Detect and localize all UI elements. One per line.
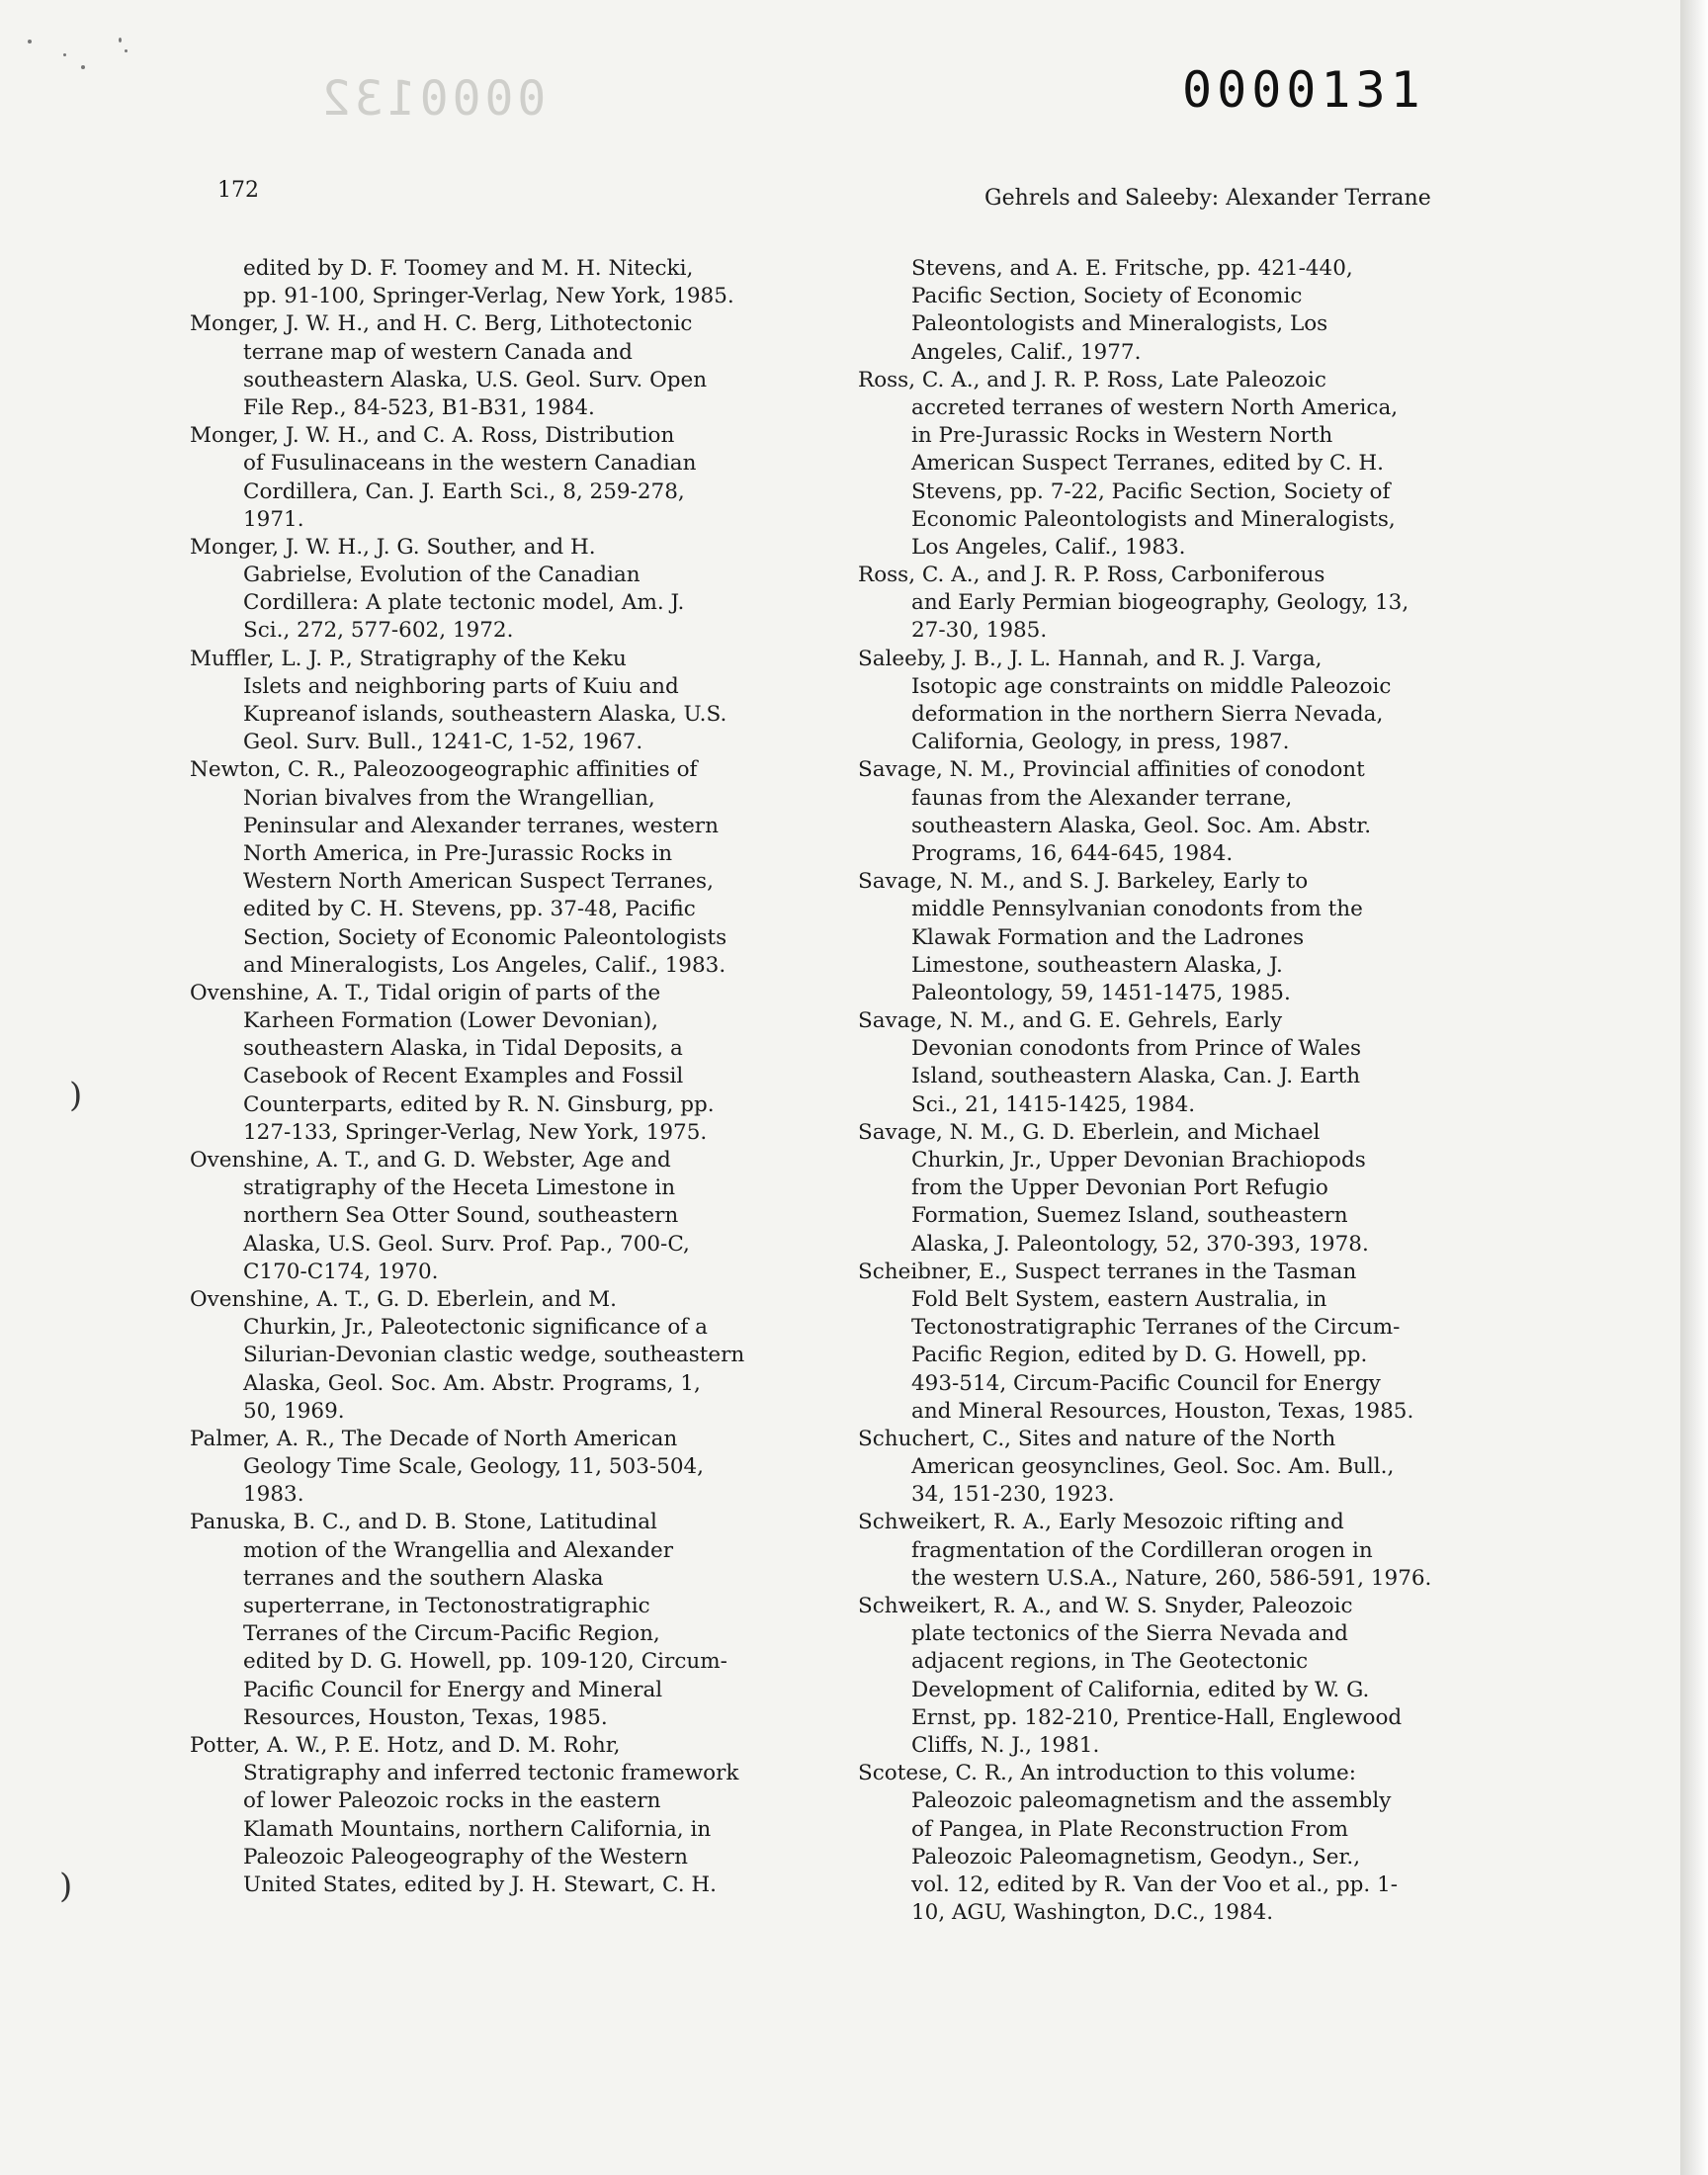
reference-line: Fold Belt System, eastern Australia, in [911,1286,1327,1312]
running-head: Gehrels and Saleeby: Alexander Terrane [984,186,1431,211]
reference-line: Western North American Suspect Terranes, [243,869,714,895]
reference-line: American geosynclines, Geol. Soc. Am. Bull., [911,1454,1395,1480]
reference-entry [858,646,1463,757]
reference-line: edited by D. G. Howell, pp. 109-120, Circum- [243,1649,727,1675]
reference-entry [858,756,1463,868]
reference-entry [190,1509,795,1732]
reference-line: Paleozoic Paleogeography of the Western [243,1844,688,1870]
reference-entry [858,562,1463,646]
reference-entry [858,1259,1463,1426]
reference-line: Section, Society of Economic Paleontologists [243,924,727,950]
reference-line: Schweikert, R. A., and W. S. Snyder, Paleozoic [858,1594,1353,1618]
scan-speck [81,65,85,69]
scan-speck [119,38,122,43]
reference-line: Stevens, and A. E. Fritsche, pp. 421-440, [911,256,1353,281]
reference-line: Tectonostratigraphic Terranes of the Circum- [911,1315,1401,1341]
reference-line: Scheibner, E., Suspect terranes in the Tasman [858,1259,1357,1284]
reference-line: middle Pennsylvanian conodonts from the [911,897,1363,922]
reference-line: Savage, N. M., and G. E. Gehrels, Early [858,1008,1283,1034]
reference-line: faunas from the Alexander terrane, [911,785,1293,811]
reference-line: Kupreanof islands, southeastern Alaska, U.S. [243,702,727,727]
reference-line: vol. 12, edited by R. Van der Voo et al., pp. 1- [911,1871,1399,1897]
reference-line: Pacific Region, edited by D. G. Howell, pp. [911,1343,1368,1368]
scan-speck [63,53,66,56]
reference-line: Churkin, Jr., Paleotectonic significance of a [243,1315,708,1341]
reference-line: Stratigraphy and inferred tectonic framework [243,1761,739,1786]
reference-line: southeastern Alaska, U.S. Geol. Surv. Open [243,367,708,392]
reference-line: Paleozoic paleomagnetism and the assembly [911,1788,1392,1814]
left-column-references [190,255,795,1899]
reference-line: Paleontology, 59, 1451-1475, 1985. [911,980,1291,1005]
reference-entry [858,367,1463,562]
reference-line: Cliffs, N. J., 1981. [911,1732,1100,1758]
reference-entry [858,255,1463,367]
reference-line: Panuska, B. C., and D. B. Stone, Latitudinal [190,1510,657,1535]
reference-line: and Early Permian biogeography, Geology, 13, [911,590,1409,616]
reference-entry [190,1286,795,1426]
reference-line: American Suspect Terranes, edited by C. H. [911,451,1384,477]
reference-line: Cordillera, Can. J. Earth Sci., 8, 259-278, [243,478,685,504]
reference-line: edited by C. H. Stevens, pp. 37-48, Pacific [243,897,696,922]
reference-entry [190,255,795,310]
reference-line: Sci., 272, 577-602, 1972. [243,618,514,644]
reference-line: Peninsular and Alexander terranes, western [243,813,719,838]
reference-line: 1971. [243,506,304,532]
reference-line: deformation in the northern Sierra Nevada, [911,702,1384,727]
reference-line: United States, edited by J. H. Stewart, C. H. [243,1871,717,1897]
reference-line: Potter, A. W., P. E. Hotz, and D. M. Rohr, [190,1732,621,1758]
reference-line: northern Sea Otter Sound, southeastern [243,1203,679,1229]
reference-line: 10, AGU, Washington, D.C., 1984. [911,1900,1274,1926]
reference-entry [858,1593,1463,1760]
reference-line: motion of the Wrangellia and Alexander [243,1537,674,1563]
reference-line: and Mineralogists, Los Angeles, Calif., 1983. [243,952,726,978]
reference-line: terranes and the southern Alaska [243,1565,604,1591]
reference-line: 1983. [243,1482,304,1508]
reference-entry [190,756,795,980]
page-number: 172 [217,178,259,203]
reference-line: File Rep., 84-523, B1-B31, 1984. [243,394,595,420]
reference-line: 127-133, Springer-Verlag, New York, 1975. [243,1119,708,1145]
reference-line: Devonian conodonts from Prince of Wales [911,1036,1361,1062]
reference-line: superterrane, in Tectonostratigraphic [243,1594,650,1618]
reference-entry [190,646,795,757]
reference-entry [190,1147,795,1286]
reference-line: Paleozoic Paleomagnetism, Geodyn., Ser., [911,1844,1361,1870]
reference-line: southeastern Alaska, Geol. Soc. Am. Abstr. [911,813,1372,838]
reference-line: 493-514, Circum-Pacific Council for Energy [911,1370,1381,1396]
reference-line: Ross, C. A., and J. R. P. Ross, Carboniferous [858,563,1325,588]
reference-line: 50, 1969. [243,1398,345,1424]
right-column-references [858,255,1463,1927]
reference-line: terrane map of western Canada and [243,339,633,365]
reference-line: Resources, Houston, Texas, 1985. [243,1704,608,1730]
reference-line: Savage, N. M., Provincial affinities of conodont [858,757,1365,783]
reference-line: Ovenshine, A. T., Tidal origin of parts of the [190,980,661,1005]
reference-line: Pacific Section, Society of Economic [911,284,1303,309]
reference-line: 27-30, 1985. [911,618,1048,644]
reference-line: Klawak Formation and the Ladrones [911,924,1305,950]
reference-line: Geol. Surv. Bull., 1241-C, 1-52, 1967. [243,730,643,755]
reference-line: Saleeby, J. B., J. L. Hannah, and R. J. Varga, [858,646,1323,671]
reference-line: Stevens, pp. 7-22, Pacific Section, Society of [911,478,1391,504]
reference-line: Klamath Mountains, northern California, in [243,1816,712,1842]
reference-line: Isotopic age constraints on middle Paleozoic [911,673,1392,699]
reference-line: Silurian-Devonian clastic wedge, southeastern [243,1343,745,1368]
scan-speck [125,49,128,52]
reference-line: of Fusulinaceans in the western Canadian [243,451,697,477]
reference-entry [858,1119,1463,1259]
reference-line: Karheen Formation (Lower Devonian), [243,1008,658,1034]
reference-line: Programs, 16, 644-645, 1984. [911,840,1234,866]
reference-line: Gabrielse, Evolution of the Canadian [243,563,640,588]
reference-line: Alaska, Geol. Soc. Am. Abstr. Programs, 1, [243,1370,701,1396]
reference-entry [858,1760,1463,1927]
reference-line: Island, southeastern Alaska, Can. J. Earth [911,1064,1361,1089]
reference-line: Pacific Council for Energy and Mineral [243,1677,663,1702]
reference-line: adjacent regions, in The Geotectonic [911,1649,1309,1675]
bleed-through-document-id: 0000132 [318,71,547,127]
reference-line: Schuchert, C., Sites and nature of the North [858,1426,1336,1451]
reference-entry [190,310,795,422]
reference-line: Monger, J. W. H., and C. A. Ross, Distribution [190,423,675,449]
reference-line: Norian bivalves from the Wrangellian, [243,785,655,811]
reference-line: Geology Time Scale, Geology, 11, 503-504, [243,1454,705,1480]
reference-line: California, Geology, in press, 1987. [911,730,1290,755]
reference-line: Angeles, Calif., 1977. [911,339,1142,365]
reference-line: Ross, C. A., and J. R. P. Ross, Late Paleozoic [858,367,1326,392]
reference-entry [190,980,795,1147]
reference-line: Development of California, edited by W. G. [911,1677,1370,1702]
reference-line: Counterparts, edited by R. N. Ginsburg, pp. [243,1091,715,1117]
reference-line: Economic Paleontologists and Mineralogists, [911,506,1396,532]
reference-line: from the Upper Devonian Port Refugio [911,1175,1328,1201]
reference-line: Ovenshine, A. T., and G. D. Webster, Age and [190,1148,671,1173]
reference-entry [858,868,1463,1007]
reference-line: Alaska, J. Paleontology, 52, 370-393, 1978. [911,1231,1369,1257]
reference-line: Terranes of the Circum-Pacific Region, [243,1621,660,1647]
reference-entry [190,534,795,646]
reference-line: North America, in Pre-Jurassic Rocks in [243,840,673,866]
reference-line: in Pre-Jurassic Rocks in Western North [911,423,1333,449]
reference-line: the western U.S.A., Nature, 260, 586-591, 1976. [911,1565,1432,1591]
reference-line: and Mineral Resources, Houston, Texas, 1985. [911,1398,1414,1424]
reference-line: accreted terranes of western North America, [911,394,1399,420]
reference-line: of Pangea, in Plate Reconstruction From [911,1816,1349,1842]
reference-line: Paleontologists and Mineralogists, Los [911,311,1328,337]
reference-line: plate tectonics of the Sierra Nevada and [911,1621,1348,1647]
reference-line: Cordillera: A plate tectonic model, Am. J. [243,590,685,616]
reference-line: Limestone, southeastern Alaska, J. [911,952,1283,978]
reference-line: southeastern Alaska, in Tidal Deposits, a [243,1036,683,1062]
reference-line: Scotese, C. R., An introduction to this volume: [858,1761,1356,1786]
reference-line: Ernst, pp. 182-210, Prentice-Hall, Englewood [911,1704,1403,1730]
reference-line: Casebook of Recent Examples and Fossil [243,1064,684,1089]
reference-entry [858,1007,1463,1119]
reference-line: Monger, J. W. H., J. G. Souther, and H. [190,534,596,560]
reference-entry [190,1732,795,1899]
margin-bracket-mark: ) [59,1867,73,1906]
reference-line: Savage, N. M., G. D. Eberlein, and Michael [858,1119,1321,1145]
reference-line: Ovenshine, A. T., G. D. Eberlein, and M. [190,1286,617,1312]
reference-line: edited by D. F. Toomey and M. H. Nitecki, [243,256,694,281]
reference-line: Schweikert, R. A., Early Mesozoic rifting and [858,1510,1344,1535]
reference-line: Monger, J. W. H., and H. C. Berg, Lithotectonic [190,311,693,337]
reference-line: Islets and neighboring parts of Kuiu and [243,673,679,699]
reference-line: pp. 91-100, Springer-Verlag, New York, 1985. [243,284,734,309]
reference-line: Palmer, A. R., The Decade of North American [190,1426,678,1451]
reference-line: Formation, Suemez Island, southeastern [911,1203,1348,1229]
reference-line: stratigraphy of the Heceta Limestone in [243,1175,676,1201]
reference-line: Churkin, Jr., Upper Devonian Brachiopods [911,1148,1366,1173]
reference-line: Muffler, L. J. P., Stratigraphy of the Keku [190,646,627,671]
reference-line: Savage, N. M., and S. J. Barkeley, Early to [858,869,1309,895]
reference-line: of lower Paleozoic rocks in the eastern [243,1788,661,1814]
reference-line: Newton, C. R., Paleozoogeographic affinities of [190,757,698,783]
page-edge-shadow [1680,0,1708,2175]
margin-bracket-mark: ) [69,1076,83,1115]
reference-line: fragmentation of the Cordilleran orogen in [911,1537,1373,1563]
reference-line: Sci., 21, 1415-1425, 1984. [911,1091,1196,1117]
reference-line: Alaska, U.S. Geol. Surv. Prof. Pap., 700-C, [243,1231,690,1257]
reference-entry [858,1426,1463,1510]
document-id-stamp: 0000131 [1182,61,1425,119]
reference-entry [858,1509,1463,1593]
reference-line: Los Angeles, Calif., 1983. [911,534,1186,560]
scan-speck [28,40,32,44]
reference-entry [190,1426,795,1510]
reference-line: C170-C174, 1970. [243,1259,439,1284]
reference-line: 34, 151-230, 1923. [911,1482,1115,1508]
reference-entry [190,422,795,534]
